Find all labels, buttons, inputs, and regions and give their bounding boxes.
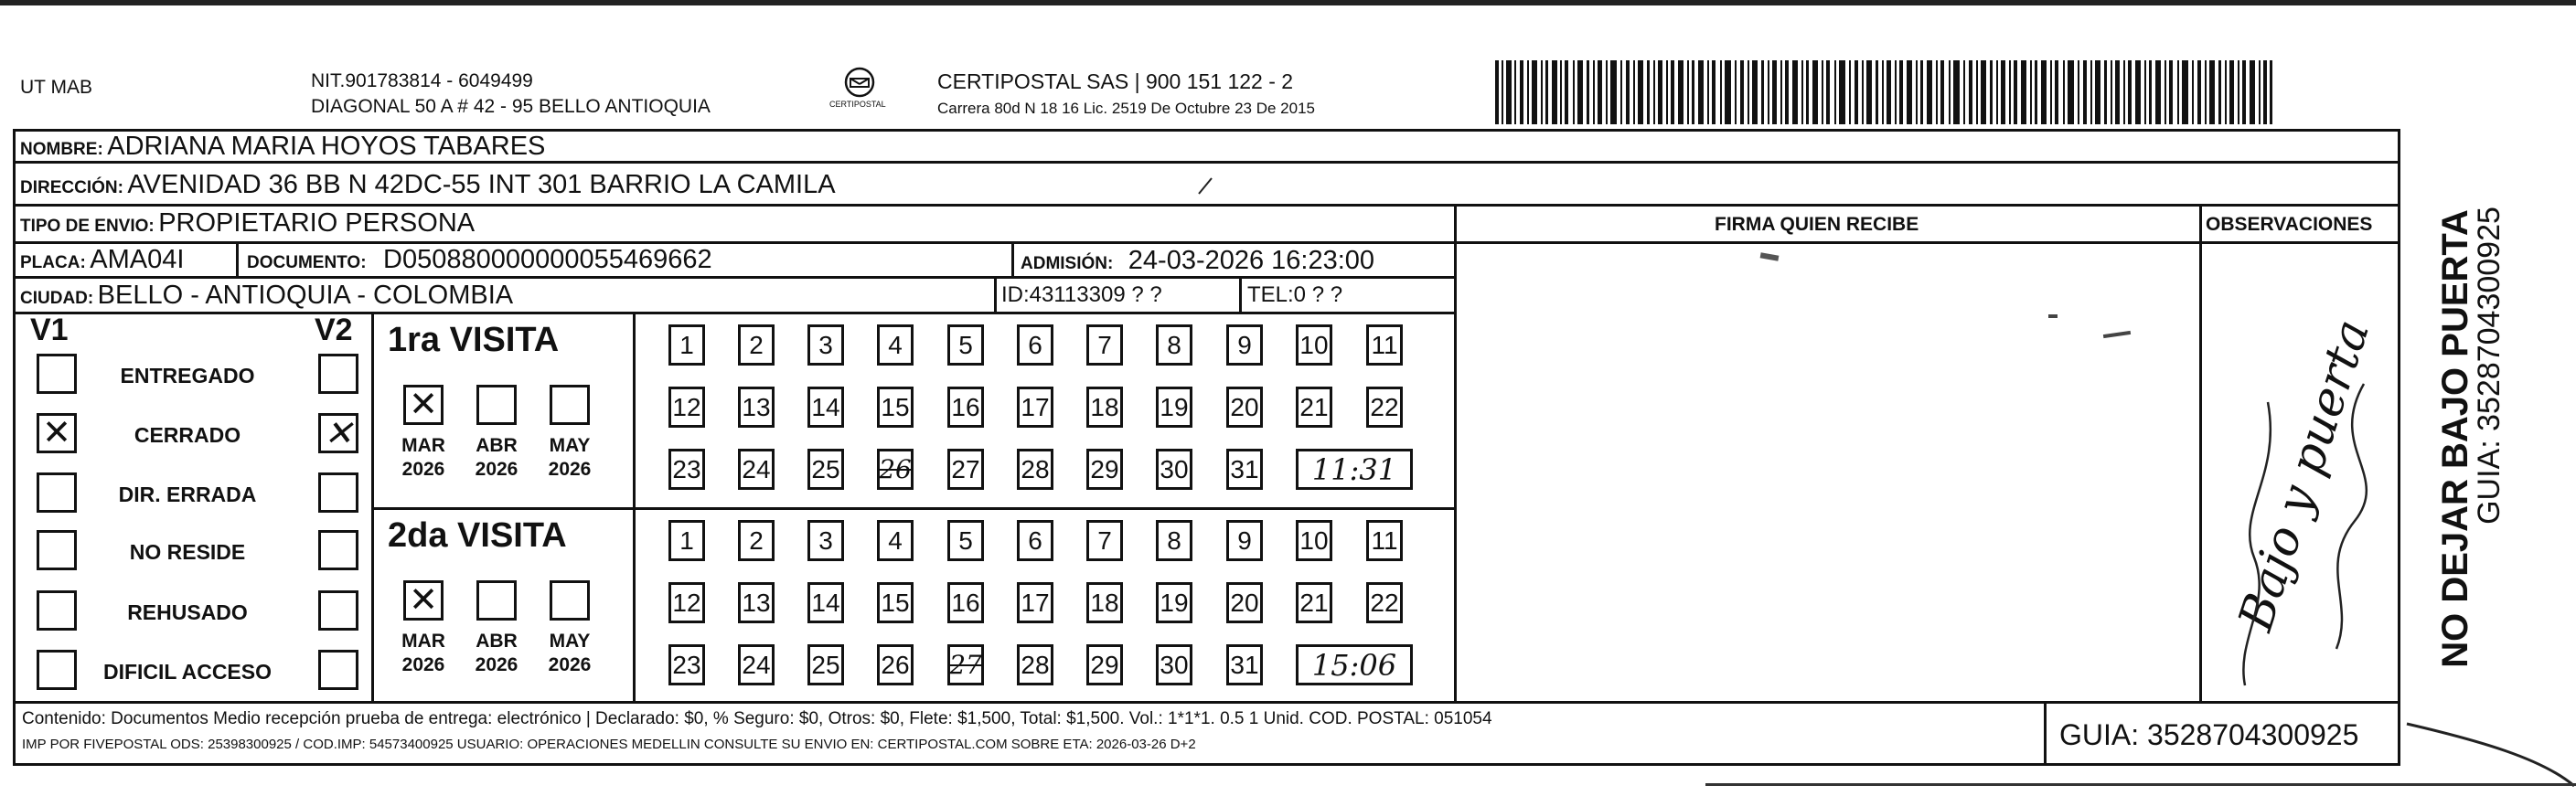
day-box[interactable] <box>807 520 844 561</box>
logo-text: CERTIPOSTAL <box>829 100 886 109</box>
year-label: 2026 <box>401 654 445 675</box>
day-box[interactable] <box>947 387 984 428</box>
day-box[interactable] <box>668 449 705 490</box>
day-number: 13 <box>742 392 771 421</box>
day-box[interactable] <box>1296 387 1332 428</box>
nombre-label: NOMBRE: <box>20 140 103 159</box>
col-divider <box>1454 204 1457 701</box>
day-number: 4 <box>888 525 903 555</box>
day-box[interactable] <box>1366 324 1403 366</box>
day-number: 27 <box>951 454 980 483</box>
day-box[interactable] <box>668 324 705 366</box>
v2-checkbox[interactable] <box>318 650 358 690</box>
col-divider <box>2199 204 2202 701</box>
day-number: 20 <box>1230 588 1259 617</box>
day-box[interactable] <box>1156 449 1192 490</box>
day-number: 9 <box>1237 525 1252 555</box>
day-number: 25 <box>811 454 840 483</box>
documento-label: DOCUMENTO: <box>247 253 367 272</box>
v2-checkbox[interactable] <box>318 590 358 631</box>
nombre-row <box>20 133 545 160</box>
day-number: 26 <box>879 454 912 484</box>
footer-content: Contenido: Documentos Medio recepción prueba de entrega: electrónico | Declarado: $0, % Seguro: $0, Otros: $0, Flete: $1,500, Total: $1,500. Vol.: 1*1*1. 0.5 1 Unid. COD. POSTAL: 051054 <box>22 709 1492 728</box>
row-divider <box>13 161 2400 164</box>
day-box[interactable] <box>668 387 705 428</box>
placa-value: AMA04I <box>90 245 185 274</box>
day-box[interactable] <box>1086 449 1123 490</box>
day-box[interactable] <box>877 387 914 428</box>
visit-title: 1ra VISITA <box>388 321 560 359</box>
day-box[interactable] <box>1226 644 1263 685</box>
status-label: ENTREGADO <box>120 364 255 387</box>
ut-label: UT MAB <box>20 77 92 98</box>
day-number: 11 <box>1371 525 1398 555</box>
col-divider <box>633 312 636 701</box>
side-warning: NO DEJAR BAJO PUERTA <box>2435 209 2475 668</box>
day-box[interactable] <box>1017 582 1053 623</box>
row-divider <box>13 204 2400 207</box>
day-box[interactable] <box>947 324 984 366</box>
v1-checkbox[interactable] <box>37 590 77 631</box>
month-label: ABR <box>476 435 518 456</box>
status-label: DIR. ERRADA <box>118 483 257 506</box>
check-mark-icon: ✕ <box>42 414 71 452</box>
day-number: 29 <box>1090 454 1119 483</box>
day-box[interactable] <box>668 520 705 561</box>
col-divider <box>2044 701 2047 766</box>
ciudad-label: CIUDAD: <box>20 289 94 308</box>
direccion-tick-mark <box>1196 175 1214 196</box>
placa-row <box>20 247 184 273</box>
day-number: 23 <box>672 454 701 483</box>
v2-checkbox[interactable] <box>318 472 358 513</box>
day-number: 23 <box>672 650 701 679</box>
year-label: 2026 <box>475 654 518 675</box>
observaciones-header: OBSERVACIONES <box>2206 214 2373 235</box>
day-number: 3 <box>818 525 833 555</box>
company-address: Carrera 80d N 18 16 Lic. 2519 De Octubre 23 De 2015 <box>937 100 1315 117</box>
ciudad-value: BELLO - ANTIOQUIA - COLOMBIA <box>97 281 514 310</box>
v1-checkbox[interactable] <box>37 650 77 690</box>
admision-label: ADMISIÓN: <box>1021 254 1114 273</box>
day-box[interactable] <box>1156 520 1192 561</box>
v1-header: V1 <box>30 313 69 347</box>
day-box[interactable] <box>1086 582 1123 623</box>
check-mark-icon: ✕ <box>409 581 438 620</box>
month-checkbox[interactable] <box>476 580 517 621</box>
direccion-label: DIRECCIÓN: <box>20 178 123 197</box>
day-box[interactable] <box>1156 644 1192 685</box>
visit-time-box[interactable] <box>1296 449 1413 490</box>
id-value: ID:43113309 ? ? <box>1001 282 1162 307</box>
bottom-line <box>1705 783 2576 786</box>
day-number: 5 <box>958 330 973 359</box>
day-number: 10 <box>1299 525 1329 555</box>
day-number: 20 <box>1230 392 1259 421</box>
check-mark-icon: ✕ <box>409 386 438 424</box>
check-mark-icon: ✕ <box>324 413 353 453</box>
day-box[interactable] <box>1226 387 1263 428</box>
day-box[interactable] <box>1156 324 1192 366</box>
day-number: 28 <box>1021 454 1050 483</box>
day-number: 30 <box>1160 454 1189 483</box>
day-box[interactable] <box>1296 582 1332 623</box>
day-number: 16 <box>951 588 980 617</box>
day-number: 8 <box>1167 330 1181 359</box>
day-number: 15 <box>881 392 910 421</box>
day-number: 22 <box>1370 392 1399 421</box>
month-checkbox[interactable] <box>550 385 590 425</box>
day-number: 21 <box>1299 392 1329 421</box>
month-checkbox[interactable] <box>476 385 517 425</box>
day-box[interactable] <box>807 449 844 490</box>
day-box[interactable] <box>1017 324 1053 366</box>
day-box[interactable] <box>877 582 914 623</box>
day-box[interactable] <box>1296 324 1332 366</box>
day-box[interactable] <box>738 387 775 428</box>
day-box[interactable] <box>1086 644 1123 685</box>
row-divider <box>13 312 1455 314</box>
day-box[interactable] <box>1017 644 1053 685</box>
v1-checkbox[interactable] <box>37 413 77 453</box>
row-divider <box>1454 241 2400 244</box>
day-box[interactable] <box>1366 582 1403 623</box>
visit-time: 11:31 <box>1311 451 1397 487</box>
month-label: MAY <box>549 435 591 456</box>
day-box[interactable] <box>1086 324 1123 366</box>
status-label: DIFICIL ACCESO <box>102 660 273 684</box>
v2-header: V2 <box>315 313 353 347</box>
footer-imp: IMP POR FIVEPOSTAL ODS: 25398300925 / COD.IMP: 54573400925 USUARIO: OPERACIONES MEDELLIN CONSULTE SU ENVIO EN: CERTIPOSTAL.COM SOBRE ETA: 2026-03-26 D+2 <box>22 737 1196 752</box>
day-box[interactable] <box>1366 387 1403 428</box>
month-label: MAR <box>401 631 445 652</box>
day-number: 13 <box>742 588 771 617</box>
side-guia: GUIA: 3528704300925 <box>2472 207 2507 525</box>
day-box[interactable] <box>877 644 914 685</box>
day-box[interactable] <box>738 582 775 623</box>
day-number: 16 <box>951 392 980 421</box>
day-box[interactable] <box>1017 520 1053 561</box>
day-number: 28 <box>1021 650 1050 679</box>
v1-checkbox[interactable] <box>37 472 77 513</box>
visit-time: 15:06 <box>1311 647 1397 683</box>
day-number: 12 <box>672 588 701 617</box>
tipo-value: PROPIETARIO PERSONA <box>158 208 476 238</box>
day-box[interactable] <box>1156 582 1192 623</box>
visit-divider <box>371 507 1455 510</box>
day-box[interactable] <box>947 449 984 490</box>
barcode <box>1495 60 2272 124</box>
day-number: 31 <box>1230 650 1259 679</box>
day-box[interactable] <box>1226 582 1263 623</box>
day-number: 27 <box>949 650 982 680</box>
day-number: 19 <box>1160 588 1189 617</box>
day-number: 30 <box>1160 650 1189 679</box>
sender-address: DIAGONAL 50 A # 42 - 95 BELLO ANTIOQUIA <box>311 96 711 117</box>
documento-row <box>247 247 712 273</box>
day-number: 14 <box>811 588 840 617</box>
status-label: CERRADO <box>134 423 241 447</box>
day-number: 31 <box>1230 454 1259 483</box>
day-box[interactable] <box>668 644 705 685</box>
direccion-row <box>20 172 836 198</box>
year-label: 2026 <box>475 459 518 480</box>
observaciones-handwriting: Bajo y puerta <box>2228 313 2381 638</box>
observaciones-scribble <box>2218 347 2382 695</box>
day-box[interactable] <box>877 324 914 366</box>
year-label: 2026 <box>548 459 592 480</box>
day-number: 7 <box>1097 330 1112 359</box>
year-label: 2026 <box>401 459 445 480</box>
visit-time-box[interactable] <box>1296 644 1413 685</box>
day-box[interactable] <box>807 387 844 428</box>
day-number: 5 <box>958 525 973 555</box>
day-box[interactable] <box>1296 520 1332 561</box>
col-divider <box>1239 276 1242 312</box>
day-box[interactable] <box>877 449 914 490</box>
day-number: 1 <box>679 330 694 359</box>
v1-checkbox[interactable] <box>37 354 77 394</box>
nit-text: NIT.901783814 - 6049499 <box>311 70 533 91</box>
v2-checkbox[interactable] <box>318 530 358 570</box>
day-box[interactable] <box>738 520 775 561</box>
month-checkbox[interactable] <box>403 385 444 425</box>
day-number: 7 <box>1097 525 1112 555</box>
day-box[interactable] <box>947 644 984 685</box>
v1-checkbox[interactable] <box>37 530 77 570</box>
admision-value: 24-03-2026 16:23:00 <box>1128 246 1375 275</box>
day-number: 17 <box>1021 588 1050 617</box>
day-box[interactable] <box>738 644 775 685</box>
day-number: 21 <box>1299 588 1329 617</box>
day-number: 24 <box>742 650 771 679</box>
day-box[interactable] <box>807 644 844 685</box>
top-border-line <box>0 0 2576 5</box>
status-label: REHUSADO <box>127 600 248 624</box>
day-number: 22 <box>1370 588 1399 617</box>
day-box[interactable] <box>668 582 705 623</box>
month-label: MAR <box>401 435 445 456</box>
nombre-value: ADRIANA MARIA HOYOS TABARES <box>107 132 546 161</box>
v2-checkbox[interactable] <box>318 354 358 394</box>
day-number: 6 <box>1028 525 1042 555</box>
month-checkbox[interactable] <box>403 580 444 621</box>
day-box[interactable] <box>807 324 844 366</box>
tipo-label: TIPO DE ENVIO: <box>20 217 155 236</box>
day-number: 12 <box>672 392 701 421</box>
col-divider <box>1011 241 1014 276</box>
ciudad-row <box>20 282 513 309</box>
day-number: 18 <box>1090 392 1119 421</box>
day-box[interactable] <box>1366 520 1403 561</box>
day-number: 10 <box>1299 330 1329 359</box>
day-box[interactable] <box>1226 324 1263 366</box>
visit-title: 2da VISITA <box>388 516 567 555</box>
day-number: 26 <box>881 650 910 679</box>
day-box[interactable] <box>807 582 844 623</box>
col-divider <box>236 241 239 276</box>
day-number: 8 <box>1167 525 1181 555</box>
day-box[interactable] <box>1017 387 1053 428</box>
firma-header: FIRMA QUIEN RECIBE <box>1715 214 1919 235</box>
day-number: 17 <box>1021 392 1050 421</box>
placa-label: PLACA: <box>20 253 86 272</box>
status-label: NO RESIDE <box>129 540 246 564</box>
day-number: 9 <box>1237 330 1252 359</box>
month-checkbox[interactable] <box>550 580 590 621</box>
day-number: 24 <box>742 454 771 483</box>
v2-checkbox[interactable] <box>318 413 358 453</box>
day-box[interactable] <box>947 520 984 561</box>
company-name: CERTIPOSTAL SAS | 900 151 122 - 2 <box>937 69 1294 93</box>
day-number: 3 <box>818 330 833 359</box>
col-divider <box>994 276 997 312</box>
day-box[interactable] <box>947 582 984 623</box>
day-box[interactable] <box>1017 449 1053 490</box>
day-number: 14 <box>811 392 840 421</box>
day-number: 18 <box>1090 588 1119 617</box>
day-box[interactable] <box>1086 387 1123 428</box>
day-number: 1 <box>679 525 694 555</box>
day-box[interactable] <box>1226 449 1263 490</box>
day-number: 15 <box>881 588 910 617</box>
day-number: 19 <box>1160 392 1189 421</box>
certipostal-logo <box>828 66 892 113</box>
day-number: 11 <box>1371 330 1398 359</box>
day-box[interactable] <box>1156 387 1192 428</box>
footer-divider <box>13 701 2400 704</box>
day-number: 29 <box>1090 650 1119 679</box>
day-box[interactable] <box>738 449 775 490</box>
corner-curve-line <box>2405 722 2576 791</box>
day-number: 6 <box>1028 330 1042 359</box>
direccion-value: AVENIDAD 36 BB N 42DC-55 INT 301 BARRIO LA CAMILA <box>127 170 836 199</box>
tipo-row <box>20 210 475 237</box>
day-box[interactable] <box>738 324 775 366</box>
admision-row <box>1021 248 1374 274</box>
signature-stray-mark <box>2048 314 2058 318</box>
month-label: MAY <box>549 631 591 652</box>
day-number: 4 <box>888 330 903 359</box>
day-number: 2 <box>749 525 764 555</box>
footer-guia: GUIA: 3528704300925 <box>2059 718 2359 751</box>
col-divider <box>371 312 374 701</box>
month-label: ABR <box>476 631 518 652</box>
day-number: 2 <box>749 330 764 359</box>
day-number: 25 <box>811 650 840 679</box>
tel-value: TEL:0 ? ? <box>1247 282 1343 307</box>
documento-value: D050880000000055469662 <box>383 245 712 274</box>
day-box[interactable] <box>877 520 914 561</box>
day-box[interactable] <box>1086 520 1123 561</box>
day-box[interactable] <box>1226 520 1263 561</box>
year-label: 2026 <box>548 654 592 675</box>
